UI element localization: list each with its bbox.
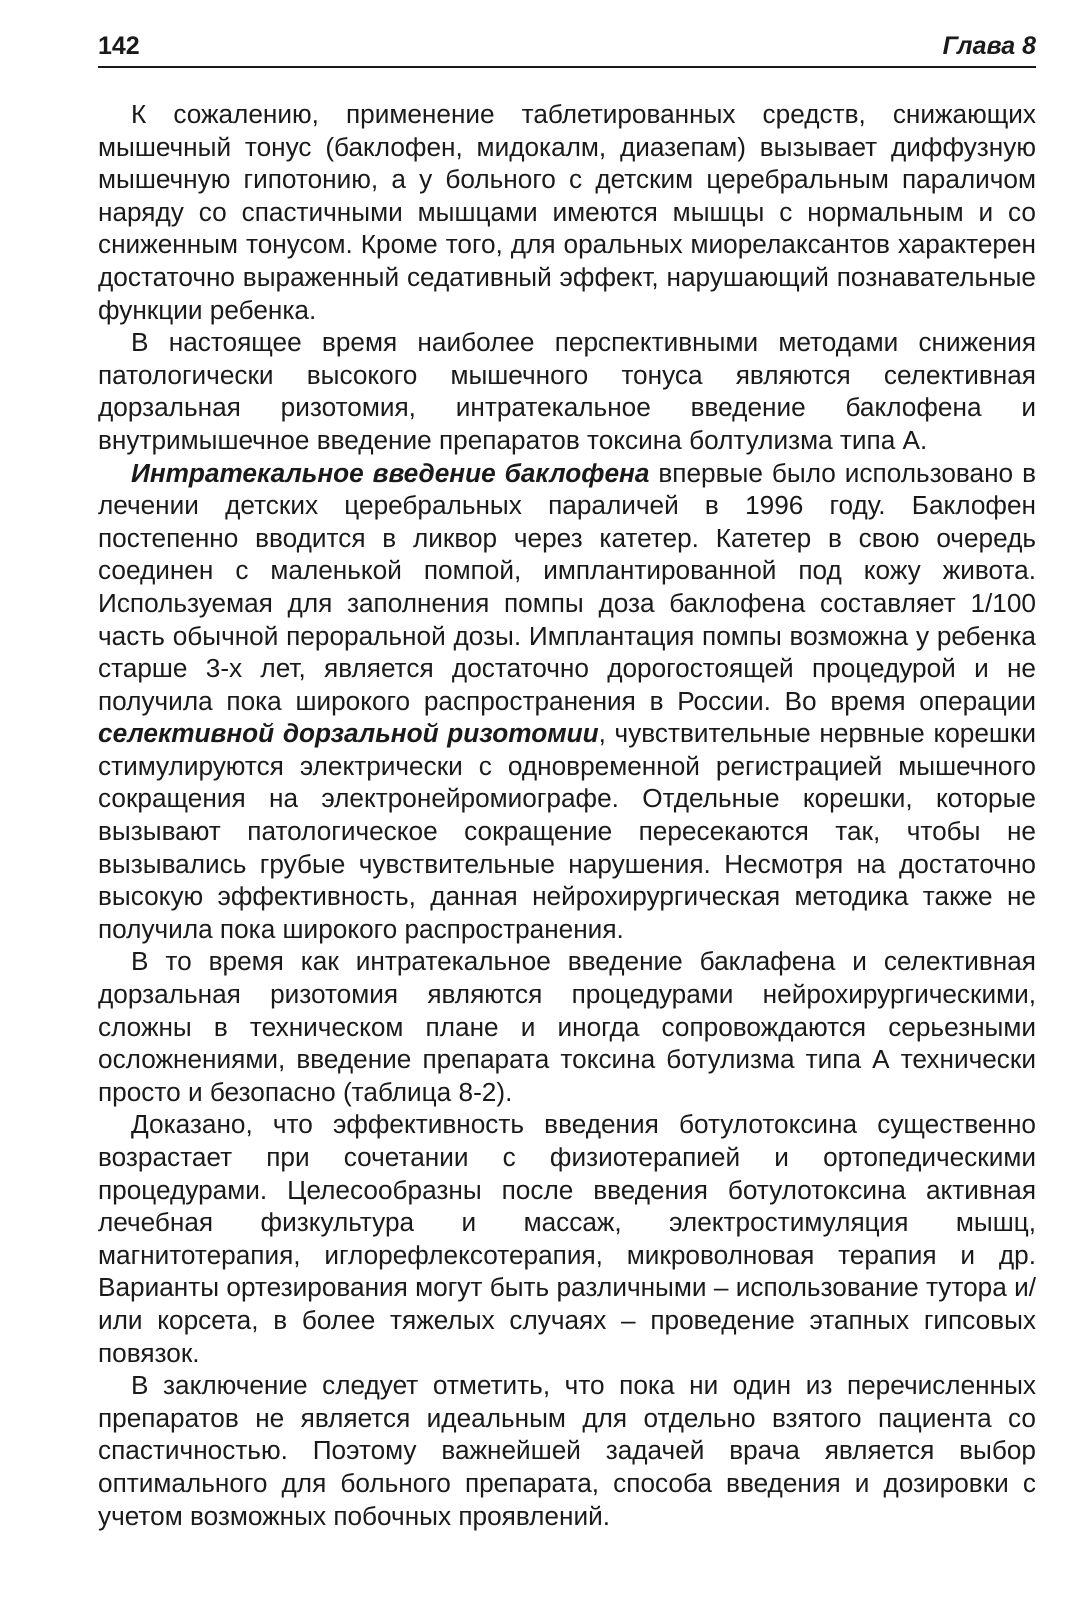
chapter-title: Глава 8 (942, 32, 1036, 60)
page-number: 142 (98, 32, 140, 60)
paragraph-3 (98, 457, 1036, 946)
paragraph-1: К сожалению, применение таблетированных средств, снижающих мышечный тонус (баклофен, мидокалм, диазепам) вызывает диффузную мышечную гипотонию, а у больного с детским церебральным параличом наряду со спастичными мышцами имеются мышцы с нормальным и со сниженным тонусом. Кроме того, для оральных миорелаксантов характерен достаточно выраженный седативный эффект, нарушающий познавательные функции ребенка. (98, 99, 1036, 325)
body-text (98, 98, 1036, 1532)
paragraph-5: Доказано, что эффективность введения ботулотоксина существенно возрастает при сочетании с физиотерапией и ортопедическими процедурами. Целесообразны после введения ботулотоксина активная лечебная физкультура и массаж, электростимуляция мышц, магнитотерапия, иглорефлексотерапия, микроволновая терапия и др. Варианты ортезирования могут быть различными – использование тутора и/или корсета, в более тяжелых случаях – проведение этапных гипсовых повязок. (98, 1109, 1036, 1368)
paragraph-6: В заключение следует отметить, что пока ни один из перечисленных препаратов не является идеальным для отдельно взятого пациента со спастичностью. Поэтому важнейшей задачей врача является выбор оптимального для больного препарата, способа введения и дозировки с учетом возможных побочных проявлений. (98, 1370, 1036, 1531)
book-page (98, 30, 1036, 1532)
paragraph-3-text-a: впервые было использовано в лечении детских церебральных параличей в 1996 году. Баклофен постепенно вводится в ликвор через катетер. Катетер в свою очередь соединен с маленькой помпой, имплантированной под кожу живота. Используемая для заполнения помпы доза баклофена составляет 1/100 часть обычной пероральной дозы. Имплантация помпы возможна у ребенка старше 3-х лет, является достаточно дорогостоящей процедурой и не получила пока широкого распространения в России. Во время операции (98, 457, 1036, 716)
paragraph-3-text-b: , чувствительные нервные корешки стимулируются электрически с одновременной регистрацией мышечного сокращения на электронейромиографе. Отдельные корешки, которые вызывают патологическое сокращение пересекаются так, чтобы не вызывались грубые чувствительные нарушения. Несмотря на достаточно высокую эффективность, данная нейрохирургическая методика также не получила пока широкого распространения. (98, 718, 1036, 944)
term-selective-dorsal-rhizotomy: селективной дорзальной ризотомии (98, 718, 599, 749)
paragraph-2: В настоящее время наиболее перспективными методами снижения патологически высокого мышечного тонуса являются селективная дорзальная ризотомия, интратекальное введение баклофена и внутримышечное введение препаратов токсина болтулизма типа А. (98, 327, 1036, 455)
term-intrathecal-baclofen: Интратекальное введение баклофена (131, 457, 650, 488)
paragraph-4: В то время как интратекальное введение баклафена и селективная дорзальная ризотомия являются процедурами нейрохирургическими, сложны в техническом плане и иногда сопровождаются серьезными осложнениями, введение препарата токсина ботулизма типа А технически просто и безопасно (таблица 8-2). (98, 946, 1036, 1107)
running-head (98, 30, 1036, 68)
